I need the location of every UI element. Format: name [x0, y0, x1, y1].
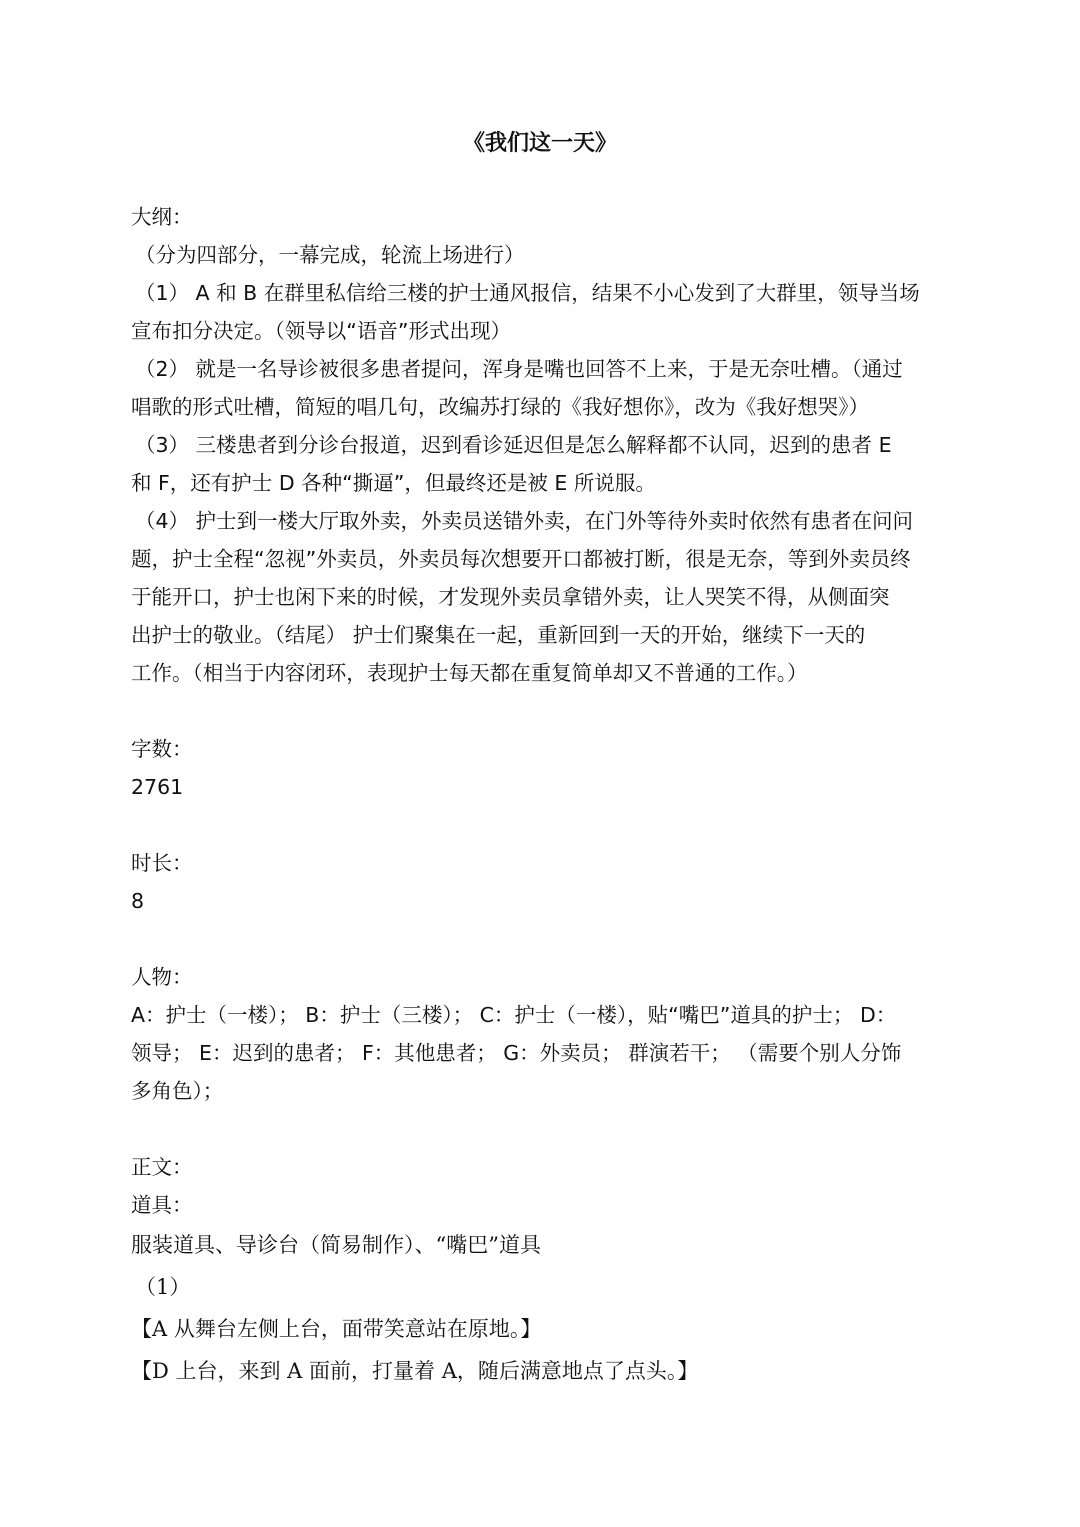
- word-count-value: 2761: [131, 775, 184, 799]
- outline-part-3: [131, 426, 951, 502]
- duration-value: 8: [131, 889, 145, 913]
- document-body: [131, 198, 951, 1392]
- spacer: [131, 806, 951, 844]
- outline-part-line: （3） 三楼患者到分诊台报道，迟到看诊延迟但是怎么解释都不认同，迟到的患者 E: [135, 433, 892, 457]
- stage-direction: 【A 从舞台左侧上台，面带笑意站在原地。】: [131, 1317, 542, 1341]
- outline-part-line: （1） A 和 B 在群里私信给三楼的护士通风报信，结果不小心发到了大群里，领导当场: [135, 281, 920, 305]
- outline-part-line: 和 F，还有护士 D 各种“撕逼”，但最终还是被 E 所说服。: [131, 471, 656, 495]
- word-count-label: 字数：: [131, 737, 193, 761]
- outline-part-2: [131, 350, 951, 426]
- outline-part-line: （2） 就是一名导诊被很多患者提问，浑身是嘴也回答不上来，于是无奈吐槽。（通过: [135, 357, 903, 381]
- outline-part-line: 题，护士全程“忽视”外卖员，外卖员每次想要开口都被打断，很是无奈，等到外卖员终: [131, 547, 911, 571]
- body-label: 正文：: [131, 1155, 193, 1179]
- outline-part-1: [131, 274, 951, 350]
- scene-number: （1）: [135, 1275, 191, 1299]
- outline-part-line: （4） 护士到一楼大厅取外卖，外卖员送错外卖，在门外等待外卖时依然有患者在问问: [135, 509, 914, 533]
- characters-line: 领导； E：迟到的患者； F：其他患者； G：外卖员； 群演若干； （需要个别人分饰: [131, 1041, 902, 1065]
- outline-intro: （分为四部分，一幕完成，轮流上场进行）: [135, 243, 525, 267]
- outline-part-line: 于能开口，护士也闲下来的时候，才发现外卖员拿错外卖，让人哭笑不得，从侧面突: [131, 585, 890, 609]
- characters-line: A：护士（一楼）； B：护士（三楼）； C：护士（一楼），贴“嘴巴”道具的护士； D：: [131, 1003, 897, 1027]
- outline-label: 大纲：: [131, 205, 193, 229]
- props-label: 道具：: [131, 1193, 193, 1217]
- outline-part-line: 出护士的敬业。（结尾） 护士们聚集在一起，重新回到一天的开始，继续下一天的: [131, 623, 866, 647]
- outline-part-line: 唱歌的形式吐槽，简短的唱几句，改编苏打绿的《我好想你》，改为《我好想哭》）: [131, 395, 869, 419]
- props-value: 服装道具、导诊台（简易制作）、“嘴巴”道具: [131, 1233, 541, 1257]
- spacer: [131, 1110, 951, 1148]
- characters-line: 多角色）；: [131, 1079, 224, 1103]
- outline-part-line: 工作。（相当于内容闭环，表现护士每天都在重复简单却又不普通的工作。）: [131, 661, 808, 685]
- characters-label: 人物：: [131, 965, 193, 989]
- spacer: [131, 920, 951, 958]
- spacer: [131, 692, 951, 730]
- outline-part-4: [131, 502, 951, 692]
- stage-direction: 【D 上台，来到 A 面前，打量着 A，随后满意地点了点头。】: [131, 1359, 699, 1383]
- outline-part-line: 宣布扣分决定。（领导以“语音”形式出现）: [131, 319, 511, 343]
- duration-label: 时长：: [131, 851, 193, 875]
- document-title: 《我们这一天》: [462, 131, 617, 156]
